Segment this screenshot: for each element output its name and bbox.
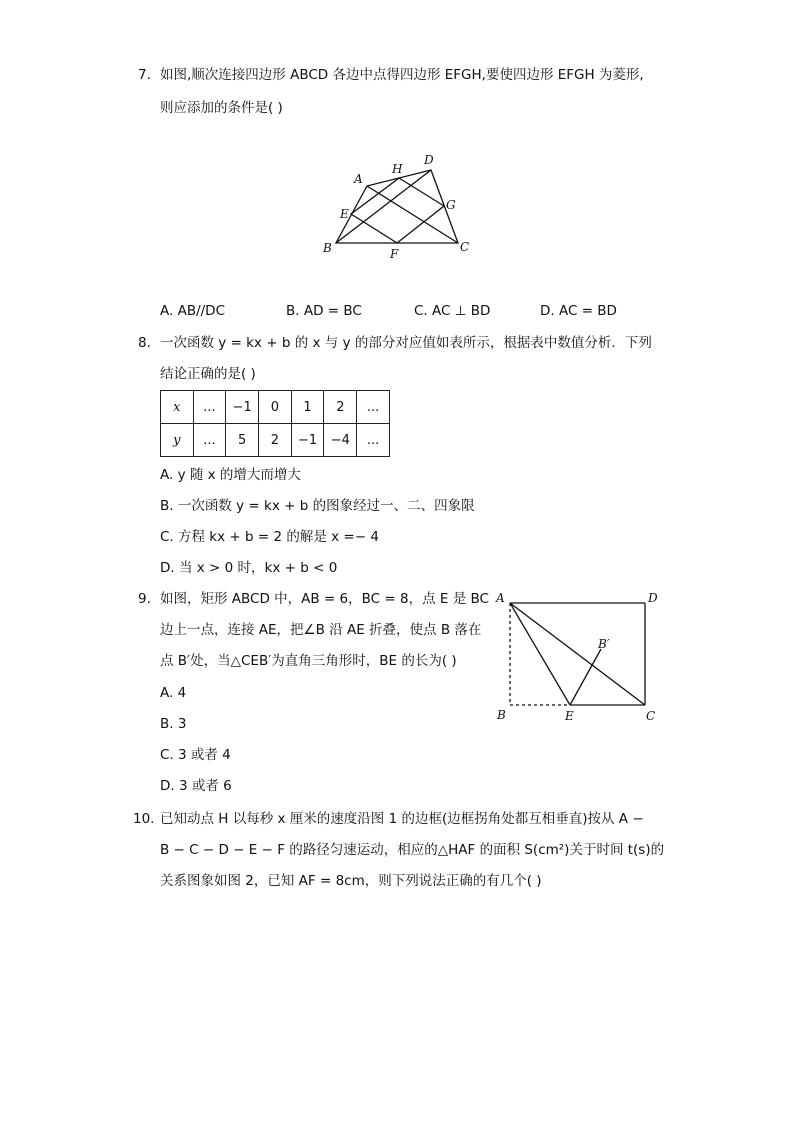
question-text-line: 结论正确的是( ) <box>160 366 256 382</box>
xy-value-table <box>160 390 390 457</box>
table-cell: ... <box>357 391 390 424</box>
table-cell: 2 <box>324 391 357 424</box>
segment-ac <box>510 603 645 705</box>
table-row-y <box>161 424 390 457</box>
table-cell: ... <box>193 424 226 457</box>
label-e: E <box>340 207 349 221</box>
label-b: B <box>497 708 506 722</box>
label-c: C <box>646 709 656 723</box>
option-b[interactable]: B. 3 <box>160 716 187 732</box>
table-cell: −1 <box>291 424 324 457</box>
segment-eb-prime <box>570 649 601 705</box>
label-g: G <box>446 198 456 212</box>
question-text-line: 如图,顺次连接四边形 ABCD 各边中点得四边形 EFGH,要使四边形 EFGH 为菱形, <box>160 67 644 83</box>
q9-rectangle-figure <box>490 586 670 726</box>
label-b: B <box>323 241 332 255</box>
question-text-line: 如图，矩形 ABCD 中，AB = 6，BC = 8，点 E 是 BC <box>160 591 489 607</box>
question-text-line: 一次函数 y = kx + b 的 x 与 y 的部分对应值如表所示，根据表中数值分析．下列 <box>160 335 652 351</box>
table-cell: 1 <box>291 391 324 424</box>
question-text-line: B − C − D − E − F 的路径匀速运动，相应的△HAF 的面积 S(cm²)关于时间 t(s)的 <box>160 842 665 858</box>
q7-quadrilateral-figure <box>310 148 490 263</box>
diagonal-ac <box>367 186 458 243</box>
label-a: A <box>354 172 363 186</box>
label-h: H <box>392 162 403 176</box>
label-b-prime: B′ <box>598 637 610 651</box>
question-text-line: 则应添加的条件是( ) <box>160 100 283 116</box>
table-cell: −1 <box>226 391 259 424</box>
question-text-line: 已知动点 H 以每秒 x 厘米的速度沿图 1 的边框(边框拐角处都互相垂直)按从 A − <box>160 811 644 827</box>
question-text-line: 边上一点，连接 AE，把∠B 沿 AE 折叠，使点 B 落在 <box>160 622 482 638</box>
table-cell: −4 <box>324 424 357 457</box>
table-cell: 2 <box>259 424 292 457</box>
label-a: A <box>496 591 505 605</box>
option-a[interactable]: A. 4 <box>160 685 187 701</box>
label-d: D <box>424 153 434 167</box>
option-a[interactable]: A. y 随 x 的增大而增大 <box>160 467 301 483</box>
option-b[interactable]: B. AD = BC <box>286 303 362 319</box>
option-d[interactable]: D. 3 或者 6 <box>160 778 232 794</box>
table-row-x <box>161 391 390 424</box>
option-c[interactable]: C. AC ⊥ BD <box>414 303 491 319</box>
table-cell: x <box>161 391 194 424</box>
option-a[interactable]: A. AB//DC <box>160 303 225 319</box>
q7-options <box>160 298 680 324</box>
segment-ae <box>510 603 570 705</box>
question-number: 8. <box>138 335 151 351</box>
table-cell: ... <box>357 424 390 457</box>
label-c: C <box>460 240 470 254</box>
option-c[interactable]: C. 方程 kx + b = 2 的解是 x =− 4 <box>160 529 379 545</box>
label-e: E <box>565 709 574 723</box>
q8-options <box>160 460 680 584</box>
question-text-line: 点 B′处，当△CEB′为直角三角形时，BE 的长为( ) <box>160 653 457 669</box>
option-c[interactable]: C. 3 或者 4 <box>160 747 231 763</box>
option-d[interactable]: D. AC = BD <box>540 303 617 319</box>
question-text-line: 关系图象如图 2，已知 AF = 8cm，则下列说法正确的有几个( ) <box>160 873 542 889</box>
q9-options <box>160 678 460 802</box>
question-number: 9. <box>138 591 151 607</box>
question-number: 7. <box>138 67 151 83</box>
diagonal-bd <box>336 170 431 243</box>
table-cell: 5 <box>226 424 259 457</box>
option-d[interactable]: D. 当 x > 0 时，kx + b < 0 <box>160 560 338 576</box>
table-cell: ... <box>193 391 226 424</box>
table-cell: y <box>161 424 194 457</box>
quadrilateral-efgh <box>351 178 444 243</box>
label-f: F <box>390 247 399 261</box>
table-cell: 0 <box>259 391 292 424</box>
label-d: D <box>648 591 658 605</box>
question-number: 10. <box>133 811 155 827</box>
option-b[interactable]: B. 一次函数 y = kx + b 的图象经过一、二、四象限 <box>160 498 475 514</box>
